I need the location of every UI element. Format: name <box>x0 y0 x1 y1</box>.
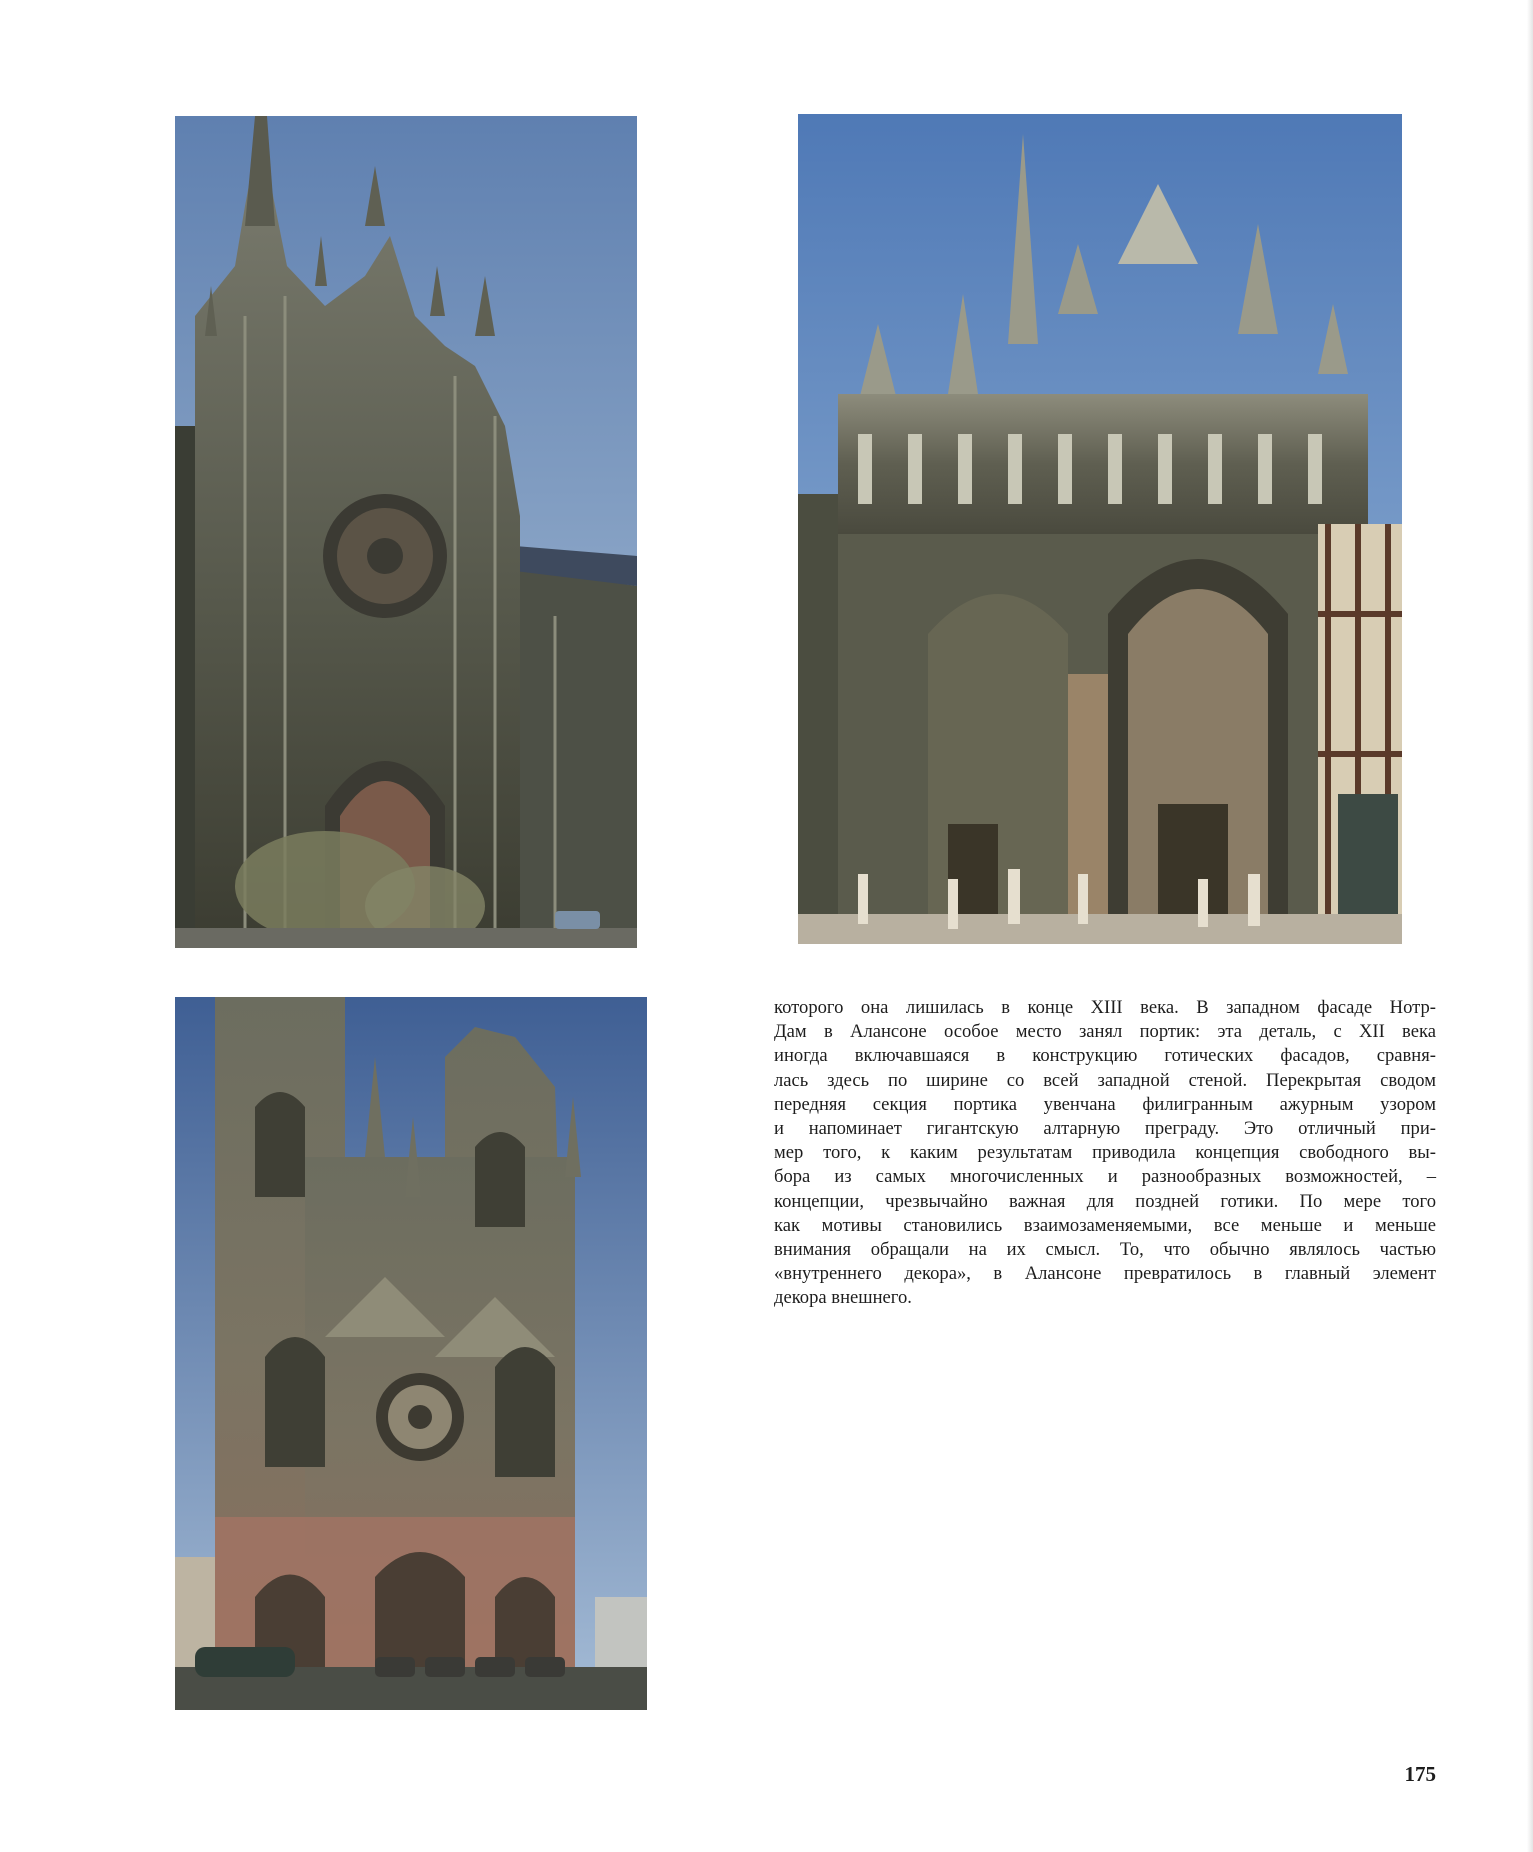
page-number: 175 <box>1404 1762 1436 1786</box>
photo-ornate-portico-image <box>798 114 1402 944</box>
text-line: и напоминает гигантскую алтарную преграду. Это отличный при- <box>774 1118 1436 1140</box>
text-line: мер того, к каким результатам приводила концепция свободного вы- <box>774 1142 1436 1164</box>
text-line: «внутреннего декора», в Алансоне превратилось в главный элемент <box>774 1263 1436 1285</box>
text-line: концепции, чрезвычайно важная для поздней готики. По мере того <box>774 1190 1436 1212</box>
text-line: которого она лишилась в конце XIII века. В западном фасаде Нотр- <box>774 997 1436 1018</box>
photo-cathedral-facade-spires-image <box>175 116 637 948</box>
text-line: лась здесь по ширине со всей западной стеной. Перекрытая сводом <box>774 1069 1436 1091</box>
text-line: иногда включавшаяся в конструкцию готических фасадов, сравня- <box>774 1045 1436 1067</box>
body-text-paragraph <box>774 996 1436 1311</box>
text-line: декора внешнего. <box>774 1287 912 1309</box>
photo-twin-tower-facade <box>175 997 647 1710</box>
text-line: Дам в Алансоне особое место занял портик: эта деталь, с XII века <box>774 1021 1436 1043</box>
page-edge-shadow <box>1527 0 1533 1852</box>
photo-cathedral-facade-spires <box>175 116 637 948</box>
photo-ornate-portico <box>798 114 1402 944</box>
text-line: передняя секция портика увенчана филигранным ажурным узором <box>774 1093 1436 1115</box>
text-line: бора из самых многочисленных и разнообразных возможностей, – <box>774 1166 1436 1188</box>
text-line: как мотивы становились взаимозаменяемыми, все меньше и меньше <box>774 1214 1436 1236</box>
photo-twin-tower-facade-image <box>175 997 647 1710</box>
text-line: внимания обращали на их смысл. То, что обычно являлось частью <box>774 1239 1436 1261</box>
